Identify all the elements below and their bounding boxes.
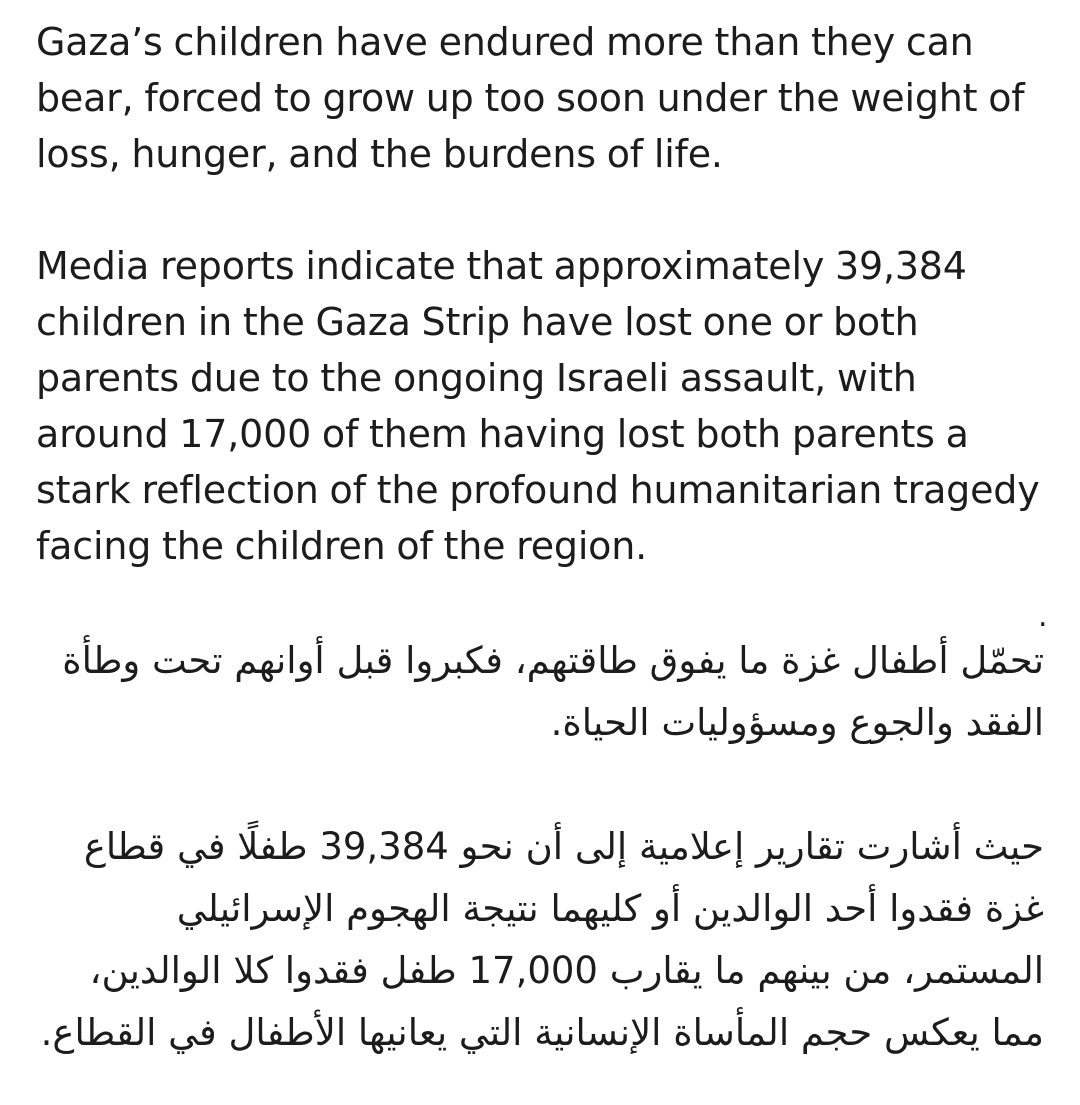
separator-dot: .	[1038, 599, 1048, 634]
arabic-paragraph-1: تحمّل أطفال غزة ما يفوق طاقتهم، فكبروا قبل أوانهم تحت وطأة الفقد والجوع ومسؤوليات الحياة.	[62, 639, 1044, 744]
arabic-block-2	[36, 816, 1048, 1064]
arabic-paragraph-2: حيث أشارت تقارير إعلامية إلى أن نحو 39,384 طفلًا في قطاع غزة فقدوا أحد الوالدين أو كليهما نتيجة الهجوم الإسرائيلي المستمر، من بينهم ما يقارب 17,000 طفل فقدوا كلا الوالدين، مما يعكس حجم المأساة الإنسانية التي يعانيها الأطفال في القطاع.	[40, 825, 1044, 1054]
english-paragraph-1: Gaza’s children have endured more than they can bear, forced to grow up too soon under the weight of loss, hunger, and the burdens of life.	[36, 20, 1025, 176]
post-body	[36, 14, 1050, 574]
arabic-block-1	[36, 630, 1048, 754]
english-paragraph-2: Media reports indicate that approximately 39,384 children in the Gaza Strip have lost one or both parents due to the ongoing Israeli assault, with around 17,000 of them having lost both parents a stark reflection of the profound humanitarian tragedy facing the children of the region.	[36, 244, 1040, 568]
